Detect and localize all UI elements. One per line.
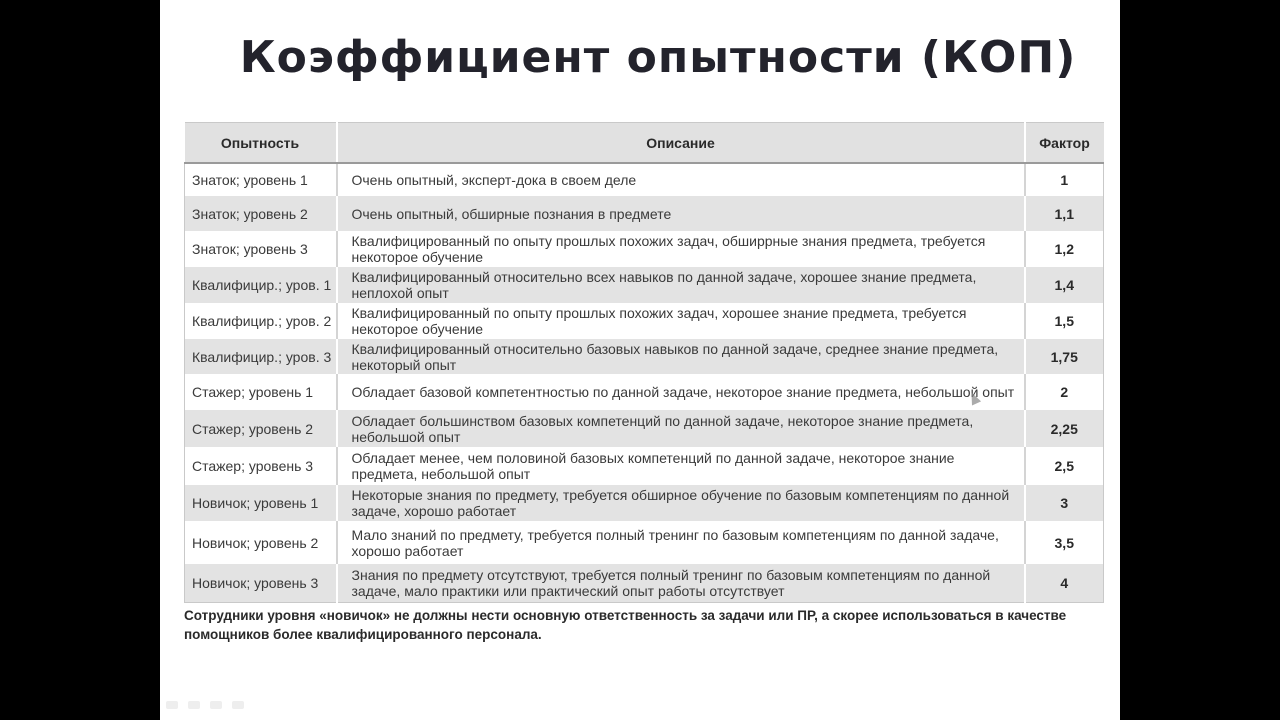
slide <box>160 0 1120 720</box>
cell-description: Квалифицированный относительно всех навыков по данной задаче, хорошее знание предмета, неплохой опыт <box>337 267 1025 303</box>
cell-description: Знания по предмету отсутствуют, требуется полный тренинг по базовым компетенциям по данной задаче, мало практики или практический опыт работы отсутствует <box>337 564 1025 602</box>
cell-factor: 1,75 <box>1025 339 1104 374</box>
cell-description: Очень опытный, эксперт-дока в своем деле <box>337 163 1025 196</box>
cell-factor: 2 <box>1025 374 1104 410</box>
table-row <box>185 231 1104 267</box>
cell-description: Квалифицированный по опыту прошлых похожих задач, обширрные знания предмета, требуется некоторое обучение <box>337 231 1025 267</box>
table-row <box>185 447 1104 485</box>
header-experience: Опытность <box>185 123 337 164</box>
cell-description: Обладает большинством базовых компетенций по данной задаче, некоторое знание предмета, небольшой опыт <box>337 410 1025 447</box>
cell-description: Мало знаний по предмету, требуется полный тренинг по базовым компетенциям по данной задаче, хорошо работает <box>337 521 1025 564</box>
table-row <box>185 521 1104 564</box>
cell-factor: 3,5 <box>1025 521 1104 564</box>
cell-description: Обладает менее, чем половиной базовых компетенций по данной задаче, некоторое знание предмета, небольшой опыт <box>337 447 1025 485</box>
table-header-row <box>185 123 1104 164</box>
cell-level: Квалифицир.; уров. 3 <box>185 339 337 374</box>
experience-table <box>184 122 1104 603</box>
table-row <box>185 374 1104 410</box>
table-row <box>185 267 1104 303</box>
table-row <box>185 410 1104 447</box>
cell-level: Квалифицир.; уров. 2 <box>185 303 337 339</box>
table-row <box>185 196 1104 231</box>
menu-icon[interactable] <box>210 701 222 709</box>
cell-level: Стажер; уровень 2 <box>185 410 337 447</box>
cell-factor: 1,1 <box>1025 196 1104 231</box>
cell-description: Квалифицированный по опыту прошлых похожих задач, хорошее знание предмета, требуется некоторое обучение <box>337 303 1025 339</box>
cell-description: Обладает базовой компетентностью по данной задаче, некоторое знание предмета, небольшой опыт <box>337 374 1025 410</box>
next-slide-icon[interactable] <box>232 701 244 709</box>
cell-factor: 1,5 <box>1025 303 1104 339</box>
cell-description: Очень опытный, обширные познания в предмете <box>337 196 1025 231</box>
cell-level: Знаток; уровень 2 <box>185 196 337 231</box>
table-row <box>185 303 1104 339</box>
cell-factor: 1,2 <box>1025 231 1104 267</box>
cell-level: Новичок; уровень 2 <box>185 521 337 564</box>
table-row <box>185 163 1104 196</box>
table-row <box>185 339 1104 374</box>
cell-factor: 2,5 <box>1025 447 1104 485</box>
table-row <box>185 564 1104 602</box>
cell-factor: 4 <box>1025 564 1104 602</box>
slide-controls <box>166 701 244 709</box>
cell-level: Новичок; уровень 3 <box>185 564 337 602</box>
page-title: Коэффициент опытности (КОП) <box>239 32 1077 83</box>
cell-factor: 2,25 <box>1025 410 1104 447</box>
cell-description: Некоторые знания по предмету, требуется обширное обучение по базовым компетенциям по данной задаче, хорошо работает <box>337 485 1025 521</box>
cell-level: Новичок; уровень 1 <box>185 485 337 521</box>
cell-factor: 1,4 <box>1025 267 1104 303</box>
cell-level: Знаток; уровень 3 <box>185 231 337 267</box>
cell-factor: 1 <box>1025 163 1104 196</box>
cell-level: Знаток; уровень 1 <box>185 163 337 196</box>
header-description: Описание <box>337 123 1025 164</box>
prev-slide-icon[interactable] <box>166 701 178 709</box>
table-row <box>185 485 1104 521</box>
pen-icon[interactable] <box>188 701 200 709</box>
header-factor: Фактор <box>1025 123 1104 164</box>
cell-factor: 3 <box>1025 485 1104 521</box>
cell-description: Квалифицированный относительно базовых навыков по данной задаче, среднее знание предмета, некоторый опыт <box>337 339 1025 374</box>
cell-level: Квалифицир.; уров. 1 <box>185 267 337 303</box>
footnote: Сотрудники уровня «новичок» не должны нести основную ответственность за задачи или ПР, а скорее использоваться в качестве помощников более квалифицированного персонала. <box>184 608 1067 642</box>
cell-level: Стажер; уровень 3 <box>185 447 337 485</box>
cell-level: Стажер; уровень 1 <box>185 374 337 410</box>
